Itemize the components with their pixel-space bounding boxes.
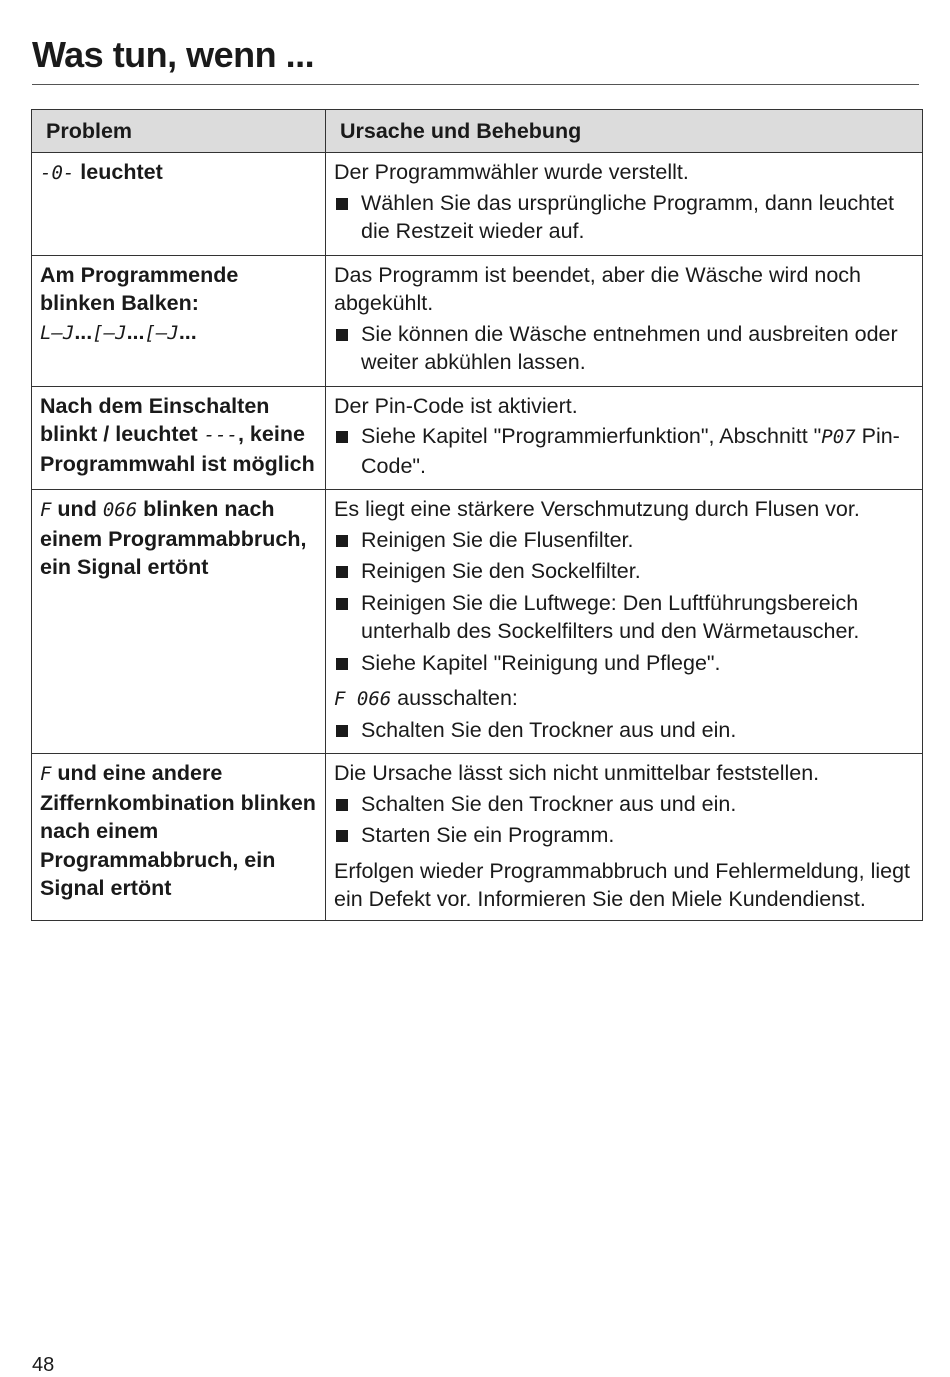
cause-cell: [326, 255, 923, 386]
problem-text: leuchtet: [74, 160, 163, 184]
display-code: P07: [821, 426, 856, 448]
bullet-square-icon: [336, 725, 348, 737]
title-divider: [32, 84, 919, 85]
cause-cell: [326, 490, 923, 754]
problem-cell: F und 066 blinken nach einem Programmabbruch, ein Signal ertönt: [32, 490, 326, 754]
problem-cell: [32, 255, 326, 386]
cause-intro: Die Ursache lässt sich nicht unmittelbar feststellen.: [334, 761, 820, 785]
problem-text: blinken nach einem Programmabbruch, ein Signal ertönt: [40, 497, 307, 579]
cause-intro: Der Pin-Code ist aktiviert.: [334, 393, 578, 418]
list-item: Reinigen Sie den Sockelfilter.: [334, 557, 914, 586]
table-row: [32, 153, 923, 256]
bullet-square-icon: [336, 799, 348, 811]
problem-text: blinken Balken:: [40, 291, 199, 315]
table-row: [32, 386, 923, 490]
list-item: Starten Sie ein Programm.: [334, 821, 914, 850]
list-item: Wählen Sie das ursprüngliche Programm, dann leuchtet die Restzeit wieder auf.: [334, 189, 914, 246]
problem-text: Nach dem Einschalten blinkt / leuchtet: [40, 393, 270, 446]
list-item: Reinigen Sie die Flusenfilter.: [334, 526, 914, 555]
closing-note: Erfolgen wieder Programmabbruch und Fehlermeldung, liegt ein Defekt vor. Informieren Sie den Miele Kundendienst.: [334, 858, 911, 911]
bullet-square-icon: [336, 329, 348, 341]
troubleshooting-table: [31, 109, 923, 921]
list-item: Sie können die Wäsche entnehmen und ausbreiten oder weiter abkühlen lassen.: [334, 320, 914, 377]
display-code: ---: [203, 424, 238, 446]
cause-cell: [326, 754, 923, 921]
bullet-square-icon: [336, 535, 348, 547]
table-row: [32, 754, 923, 921]
display-code: -0-: [40, 162, 75, 184]
header-problem: Problem: [32, 110, 326, 153]
problem-cell: [32, 754, 326, 921]
table-row: [32, 490, 923, 754]
display-code: F: [40, 499, 52, 521]
bullet-square-icon: [336, 566, 348, 578]
cause-intro: Das Programm ist beendet, aber die Wäsche wird noch abgekühlt.: [334, 262, 861, 315]
cause-intro: Es liegt eine stärkere Verschmutzung durch Flusen vor.: [334, 497, 860, 521]
cause-cell: [326, 153, 923, 256]
header-cause: Ursache und Behebung: [326, 110, 923, 153]
problem-text: und eine andere Ziffernkombination blinken nach einem Programmabbruch, ein Signal ertönt: [40, 761, 316, 900]
bullet-square-icon: [336, 198, 348, 210]
bullet-square-icon: [336, 830, 348, 842]
problem-text: , keine Programmwahl ist möglich: [40, 422, 315, 476]
list-item: Reinigen Sie die Luftwege: Den Luftführungsbereich unterhalb des Sockelfilters und den Wärmetauscher.: [334, 589, 914, 646]
bullet-square-icon: [336, 658, 348, 670]
sub-heading: F 066 ausschalten:: [334, 686, 518, 710]
display-code: [–J: [144, 321, 179, 344]
cause-cell: [326, 386, 923, 490]
list-item: Schalten Sie den Trockner aus und ein.: [334, 716, 914, 745]
display-code: F 066: [334, 688, 392, 710]
bullet-square-icon: [336, 431, 348, 443]
list-item: Siehe Kapitel "Programmierfunktion", Abschnitt "P07 Pin-Code".: [334, 422, 914, 480]
bullet-square-icon: [336, 598, 348, 610]
page-title: Was tun, wenn ...: [32, 34, 315, 75]
table-row: [32, 255, 923, 386]
list-item: Siehe Kapitel "Reinigung und Pflege".: [334, 649, 914, 678]
problem-cell: [32, 386, 326, 490]
list-item: Schalten Sie den Trockner aus und ein.: [334, 790, 914, 819]
page-number: 48: [32, 1354, 55, 1376]
problem-text: Am Programmende: [40, 262, 239, 287]
display-code: F: [40, 763, 52, 785]
display-sequence: L–J...[–J...[–J...: [40, 319, 197, 344]
cause-intro: Der Programmwähler wurde verstellt.: [334, 160, 689, 184]
display-code: 066: [102, 499, 138, 521]
display-code: [–J: [92, 321, 127, 344]
table-header-row: [32, 110, 923, 153]
display-code: L–J: [40, 321, 75, 344]
problem-cell: [32, 153, 326, 256]
